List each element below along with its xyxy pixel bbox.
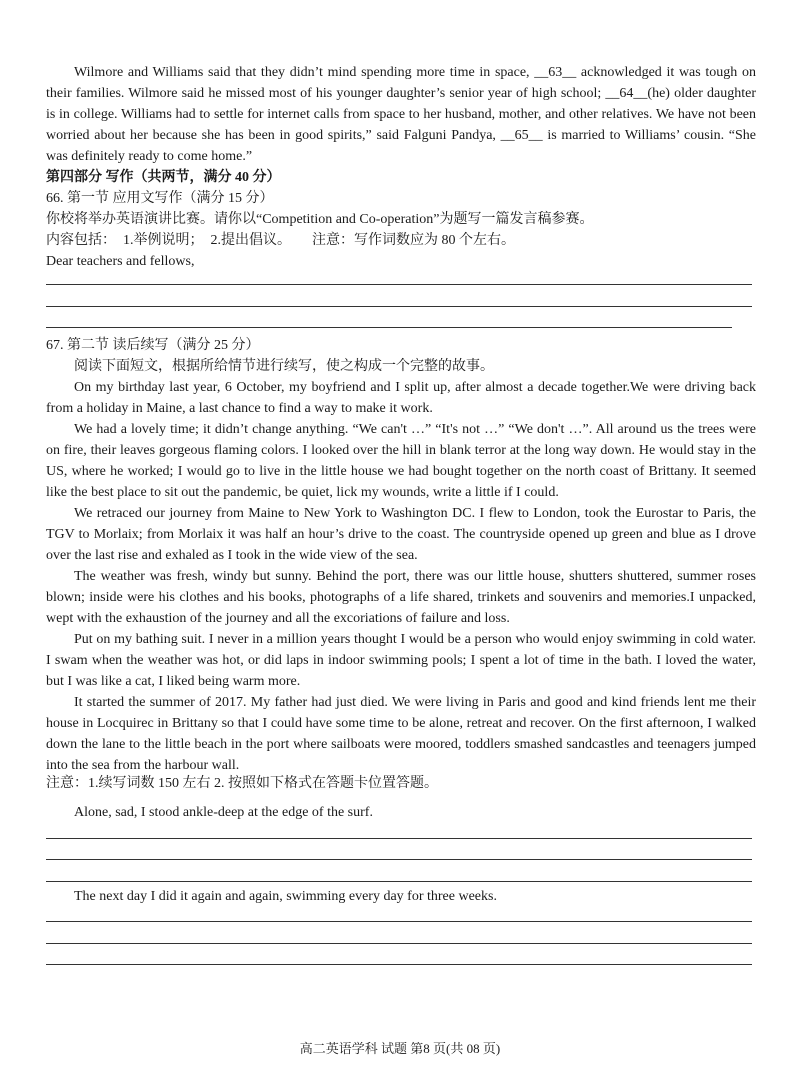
answer-line: [46, 327, 732, 328]
q66-instruction: 你校将举办英语演讲比赛。请你以“Competition and Co-operation”为题写一篇发言稿参赛。: [46, 212, 594, 227]
page-footer: 高二英语学科 试题 第8 页(共 08 页): [299, 1041, 501, 1056]
passage-end: Wilmore and Williams said that they didn’t mind spending more time in space, __63__ acknowledged it was tough on their families. Wilmore said he missed most of his younger daughter’s senior year of high school; __64__(he) older daughter is in college. Williams had to settle for internet calls from space to her husband, mother, and other relatives. We have not been worried about her because she has been in good spirits,” said Falguni Pandya, __65__ is married to Williams’ cousin. “She was definitely ready to come home.”: [46, 65, 756, 164]
story-paragraph: We retraced our journey from Maine to New York to Washington DC. I flew to London, took the Eurostar to Paris, the TGV to Morlaix; from Morlaix it was half an hour’s drive to the coast. The countryside opened up green and blue as I drove over the last rise and exhaled as I took in the wide view of the sea.: [46, 506, 756, 563]
story-paragraph: It started the summer of 2017. My father had just died. We were living in Paris and good and kind friends lent me their house in Locquirec in Brittany so that I could have some time to be alone, retreat and recover. On the first afternoon, I walked down the lane to the little beach in the port where sailboats were moored, toddlers smashed sandcastles and teenagers jumped into the sea from the harbour wall.: [46, 695, 756, 773]
q66-title: 66. 第一节 应用文写作（满分 15 分）: [46, 191, 274, 206]
q67-instruction: 阅读下面短文，根据所给情节进行续写，使之构成一个完整的故事。: [74, 359, 494, 374]
q66-content-requirements: 内容包括： 1.举例说明； 2.提出倡议。 注意：写作词数应为 80 个左右。: [46, 233, 515, 248]
answer-line: [46, 943, 752, 944]
story-paragraph: The weather was fresh, windy but sunny. Behind the port, there was our little house, shutters shuttered, summer roses blown; inside were his clothes and his books, photographs of a life shared, trinkets and souvenirs and memories.I unpacked, wept with the exhaustion of the journey and all the excoriations of failure and loss.: [46, 569, 756, 626]
paragraph1-opening: Alone, sad, I stood ankle-deep at the edge of the surf.: [74, 805, 373, 820]
paragraph2-opening: The next day I did it again and again, swimming every day for three weeks.: [74, 889, 497, 904]
answer-line: [46, 881, 752, 882]
story-paragraph: On my birthday last year, 6 October, my boyfriend and I split up, after almost a decade together.We were driving back from a holiday in Maine, a last chance to find a way to make it work.: [46, 380, 756, 416]
answer-line: [46, 284, 752, 285]
answer-line: [46, 964, 752, 965]
story-paragraph: Put on my bathing suit. I never in a million years thought I would be a person who would enjoy swimming in cold water. I swam when the weather was hot, or did laps in indoor swimming pools; I spent a lot of time in the bath. I loved the water, but I was like a cat, I liked being warm more.: [46, 632, 756, 689]
q66-salutation: Dear teachers and fellows,: [46, 254, 195, 269]
continuation-note: 注意：1.续写词数 150 左右 2. 按照如下格式在答题卡位置答题。: [46, 776, 438, 791]
answer-line: [46, 921, 752, 922]
part4-title: 第四部分 写作（共两节，满分 40 分）: [46, 170, 281, 185]
answer-line: [46, 838, 752, 839]
story-paragraph: We had a lovely time; it didn’t change anything. “We can't …” “It's not …” “We don't …”. All around us the trees were on fire, their leaves gorgeous flaming colors. I looked over the hill in blank terror at the long way down. He would stay in the US, where he worked; I would go to live in the little house we had bought together on the north coast of Brittany. It seemed like the best place to sit out the pandemic, be quiet, lick my wounds, write a little if I could.: [46, 422, 756, 500]
answer-line: [46, 859, 752, 860]
q67-title: 67. 第二节 读后续写（满分 25 分）: [46, 338, 260, 353]
answer-line: [46, 306, 752, 307]
